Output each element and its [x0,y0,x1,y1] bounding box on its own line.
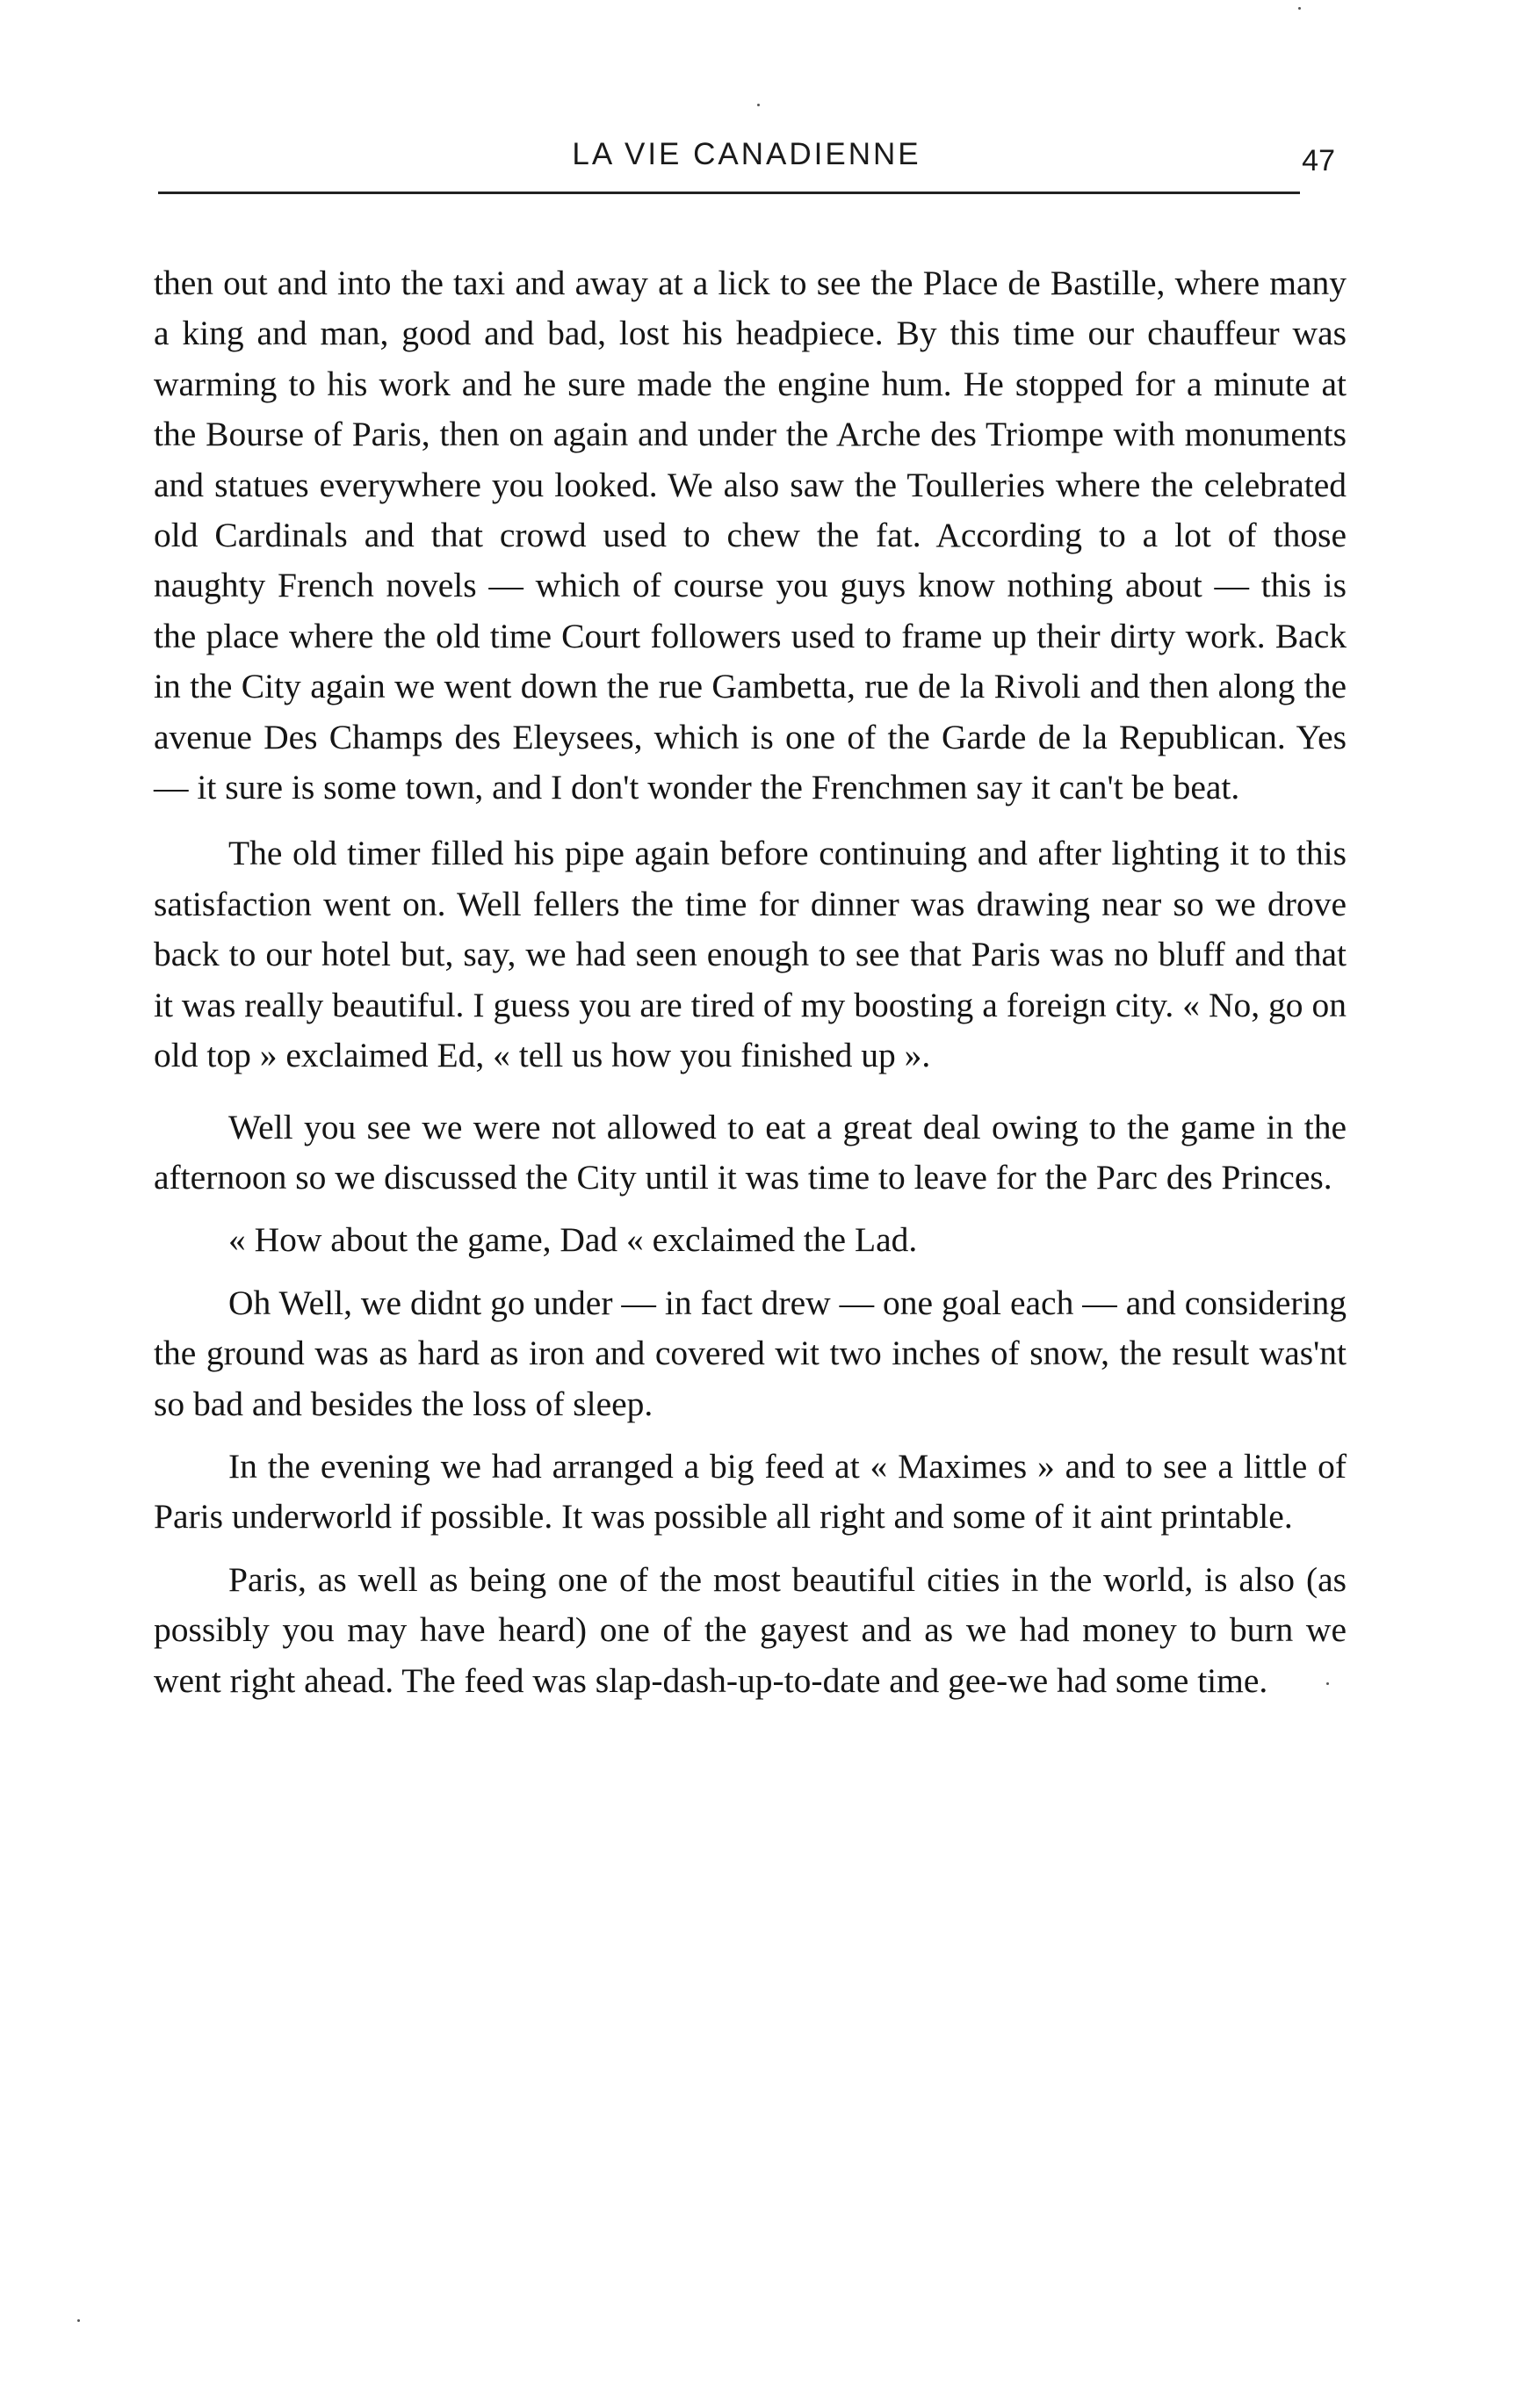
paragraph: then out and into the taxi and away at a lick to see the Place de Bastille, where many a king and man, good and bad, lost his headpiece. By this time our chauffeur was warming to his work and he sure made the engine hum. He stopped for a minute at the Bourse of Paris, then on again and under the Arche des Triompe with monuments and statues everywhere you looked. We also saw the Toulleries where the celebrated old Cardinals and that crowd used to chew the fat. According to a lot of those naughty French novels — which of course you guys know nothing about — this is the place where the old time Court followers used to frame up their dirty work. Back in the City again we went down the rue Gambetta, rue de la Rivoli and then along the avenue Des Champs des Eleysees, which is one of the Garde de la Republican. Yes — it sure is some town, and I don't wonder the Frenchmen say it can't be beat. [154,264,1347,807]
body-text [154,258,1347,1706]
paragraph: Oh Well, we didnt go under — in fact drew — one goal each — and considering the ground was as hard as iron and covered wit two inches of snow, the result was'nt so bad and besides the loss of sleep. [154,1283,1347,1423]
page-number: 47 [1302,144,1335,177]
running-title: LA VIE CANADIENNE [572,137,921,171]
paragraph: Paris, as well as being one of the most beautiful cities in the world, is also (as possibly you may have heard) one of the gayest and as we had money to burn we went right ahead. The feed was slap-dash-up-to-date and gee-we had some time. [154,1559,1347,1700]
paragraph: The old timer filled his pipe again before continuing and after lighting it to this satisfaction went on. Well fellers the time for dinner was drawing near so we drove back to our hotel but, say, we had seen enough to see that Paris was no bluff and that it was really beautiful. I guess you are tired of my boosting a foreign city. « No, go on old top » exclaimed Ed, « tell us how you finished up ». [154,834,1347,1075]
scan-speck [1298,7,1301,10]
scan-speck [77,2319,80,2322]
scan-speck [757,104,760,106]
paragraph: « How about the game, Dad « exclaimed the Lad. [228,1220,918,1260]
paragraph: Well you see we were not allowed to eat a great deal owing to the game in the afternoon so we discussed the City until it was time to leave for the Parc des Princes. [154,1107,1347,1197]
running-head [158,132,1335,184]
scan-speck [1326,1682,1329,1685]
header-rule [158,192,1300,194]
paragraph: In the evening we had arranged a big feed at « Maximes » and to see a little of Paris underworld if possible. It was possible all right and some of it aint printable. [154,1446,1347,1537]
